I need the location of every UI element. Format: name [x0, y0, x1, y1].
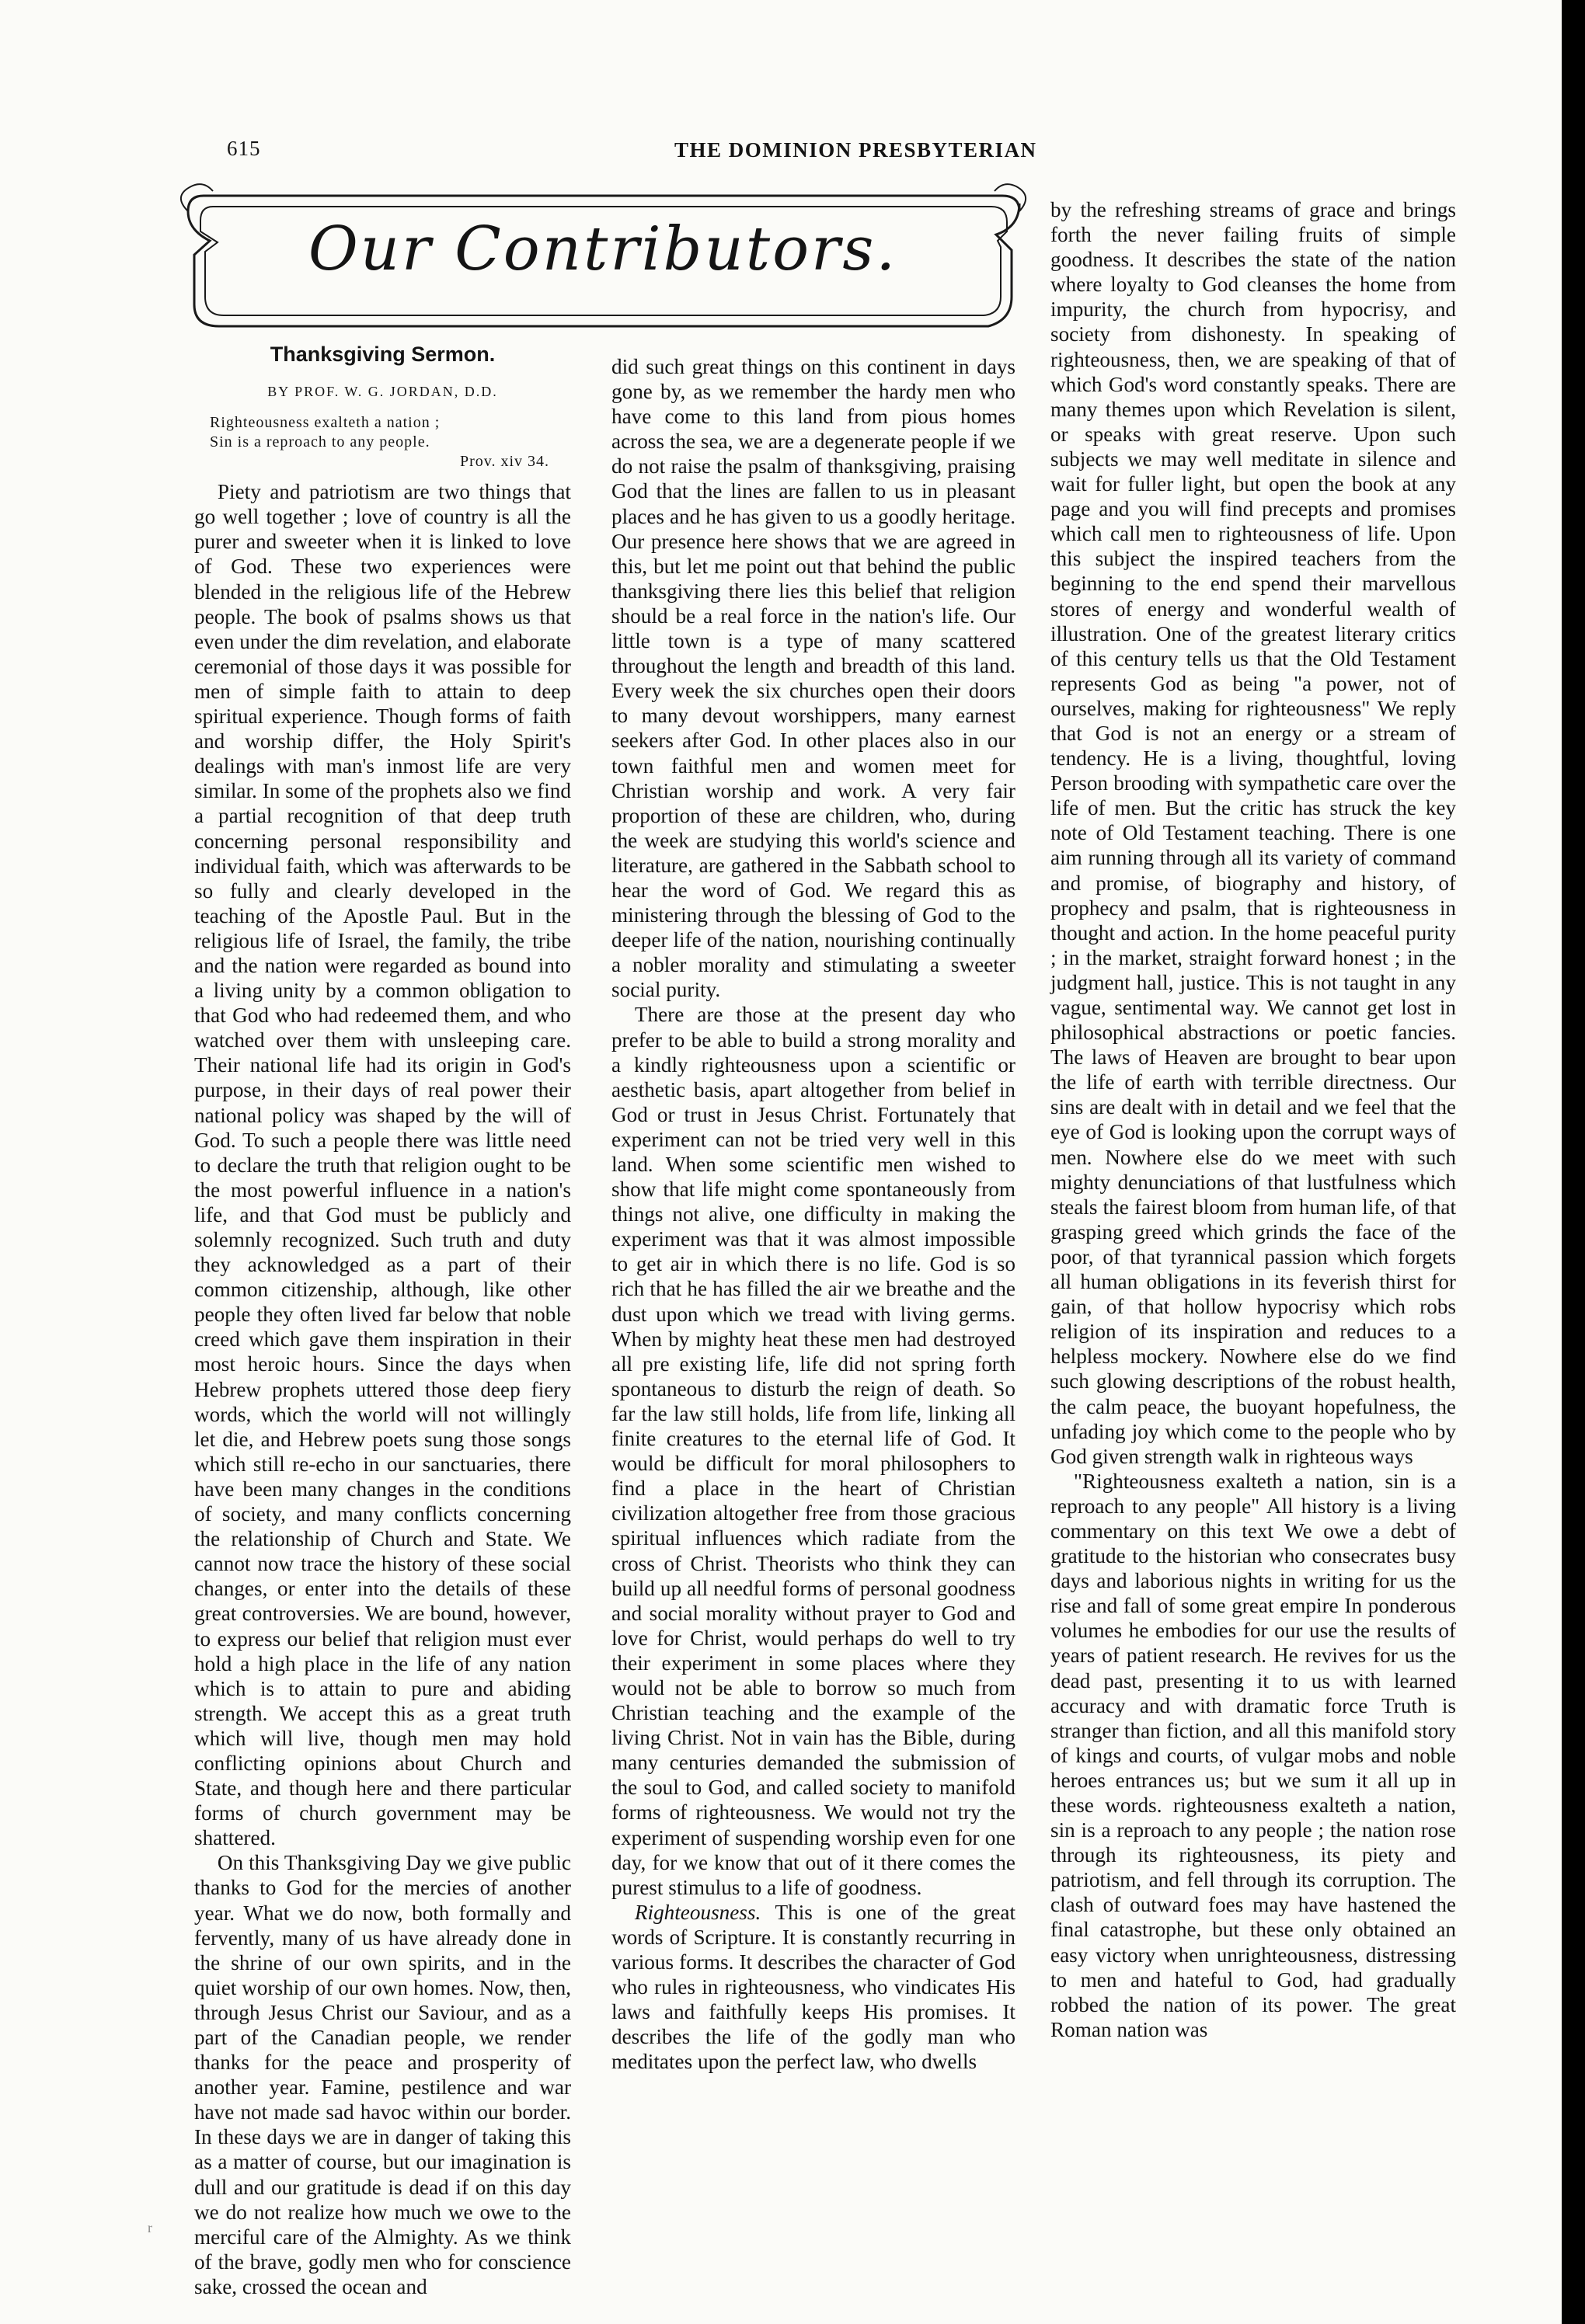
- body-paragraph: On this Thanksgiving Day we give public thanks to God for the mercies of another year. What we do now, both formally and fervently, many of us have already done in the shrine of our own spirits, and in the quiet worship of our own homes. Now, then, through Jesus Christ our Saviour, and as a part of the Canadian people, we render thanks for the peace and prosperity of another year. Famine, pestilence and war have not made sad havoc within our border. In these days we are in danger of taking this as a matter of course, but our imagination is dull and our gratitude is dead if on this day we do not realize how much we owe to the merciful care of the Almighty. As we think of the brave, godly men who for conscience sake, crossed the ocean and: [194, 1851, 571, 2298]
- epigraph: [210, 413, 571, 471]
- page-number: 615: [227, 137, 261, 160]
- section-banner: [172, 180, 1033, 343]
- body-paragraph: did such great things on this continent in days gone by, as we remember the hardy men who have come to this land from pious homes across the sea, we are a degenerate people if we do not raise the psalm of thanksgiving, praising God that the lines are fallen to us in pleasant places and he has given to us a goodly heritage. Our presence here shows that we are agreed in this, but let me point out that behind the public thanksgiving there lies this belief that religion should be a real force in the nation's life. Our little town is a type of many scattered throughout the length and breadth of this land. Every week the six churches open their doors to many devout worshippers, many earnest seekers after God. In other places also in our town faithful men and women meet for Christian worship and work. A very fair proportion of these are children, who, during the week are studying this world's science and literature, are gathered in the Sabbath school to hear the word of God. We regard this as ministering through the blessing of God to the deeper life of the nation, nourishing continually a nobler morality and stimulating a sweeter social purity.: [611, 355, 1015, 1002]
- body-paragraph: There are those at the present day who prefer to be able to build a strong morality and a kindly righteousness upon a scientific or aesthetic basis, apart altogether from belief in God or trust in Jesus Christ. Fortunately that experiment can not be tried very well in this land. When some scientific men wished to show that life might come spontaneously from things not alive, one difficulty in making the experiment was that it was almost impossible to get air in which there is no life. God is so rich that he has filled the air we breathe and the dust upon which we tread with living germs. When by mighty heat these men had destroyed all pre existing life, life did not spring forth spontaneous to disturb the reign of death. So far the law still holds, life from life, linking all finite creatures to the eternal life of God. It would be difficult for moral philosophers to find a place in the heart of Christian civilization altogether free from those gracious spiritual influences which radiate from the cross of Christ. Theorists who think they can build up all needful forms of personal goodness and social morality without prayer to God and love for Christ, would perhaps do well to try their experiment in some places where they would not be able to borrow so much from Christian teaching and the example of the living Christ. Not in vain has the Bible, during many centuries demanded the submission of the soul to God, and called society to manifold forms of righteousness. We would not try the experiment of suspending worship even for one day, for we know that out of it there comes the purest stimulus to a life of goodness.: [611, 1003, 1015, 1899]
- epigraph-line-2: Sin is a reproach to any people.: [210, 433, 430, 451]
- paragraph-text: This is one of the great words of Scripture. It is constantly recurring in various forms. It describes the character of God who rules in righteousness, who vindicates His laws and faithfully keeps His promises. It describes the life of the godly man who meditates upon the perfect law, who dwells: [611, 1900, 1015, 2074]
- epigraph-reference: Prov. xiv 34.: [459, 453, 549, 471]
- epigraph-line-1: Righteousness exalteth a nation ;: [210, 414, 441, 432]
- column-1: [194, 342, 571, 2299]
- body-paragraph: Piety and patriotism are two things that go well together ; love of country is all the purer and sweeter when it is linked to love of God. These two experiences were blended in the religious life of the Hebrew people. The book of psalms shows us that even under the dim revelation, and elaborate ceremonial of those days it was possible for men of simple faith to attain to deep spiritual experience. Though forms of faith and worship differ, the Holy Spirit's dealings with man's inmost life are very similar. In some of the prophets also we find a partial recognition of that deep truth concerning personal responsibility and individual faith, which was afterwards to be so fully and clearly developed in the teaching of the Apostle Paul. But in the religious life of Israel, the family, the tribe and the nation were regarded as bound into a living unity by a common obligation to that God who had redeemed them, and who watched over them with unsleeping care. Their national life had its origin in God's purpose, in their days of real power their national policy was shaped by the will of God. To such a people there was little need to declare the truth that religion ought to be the most powerful influence in a nation's life, and that God must be publicly and solemnly recognized. Such truth and duty they acknowledged as a part of their common citizenship, although, like other people they often lived far below that noble creed which gave them inspiration in their most heroic hours. Since the days when Hebrew prophets uttered those deep fiery words, which the world will not willingly let die, and Hebrew poets sung those songs which still re-echo in our sanctuaries, there have been many changes in the conditions of society, and many conflicts concerning the relationship of Church and State. We cannot now trace the history of these social changes, or enter into the details of these great controversies. We are bound, however, to express our belief that religion must ever hold a high place in the life of any nation which is to attain to pure and abiding strength. We accept this as a great truth which will live, though men may hold conflicting opinions about Church and State, and though here and there particular forms of church government may be shattered.: [194, 480, 571, 1850]
- body-paragraph: "Righteousness exalteth a nation, sin is a reproach to any people" All history is a living commentary on this text We owe a debt of gratitude to the historian who consecrates busy days and laborious nights in writing for us the rise and fall of some great empire In ponderous volumes he embodies for our use the results of years of patient research. He revives for us the dead past, presenting it to us with learned accuracy and with dramatic force Truth is stranger than fiction, and all this manifold story of kings and courts, of vulgar mobs and noble heroes entrances us; but we sum it all up in these words. righteousness exalteth a nation, sin is a reproach to any people ; the nation rose through its righteousness, its piety and patriotism, and fell through its corruption. The clash of outward foes may have hastened the final catastrophe, but these only obtained an easy victory when unrighteousness, distressing to men and hateful to God, had gradually robbed the nation of its power. The great Roman nation was: [1050, 1469, 1456, 2041]
- stray-mark: r: [148, 2220, 152, 2235]
- body-paragraph: by the refreshing streams of grace and brings forth the never failing fruits of simple goodness. It describes the state of the nation where loyalty to God cleanses the home from impurity, the church from hypocrisy, and society from dishonesty. In speaking of righteousness, then, we are speaking of that of which God's word constantly speaks. There are many themes upon which Revelation is silent, or speaks with great reserve. Upon such subjects we may well meditate in silence and wait for fuller light, but open the book at any page and you will find precepts and promises which call men to righteousness of life. Upon this subject the inspired teachers from the beginning to the end spend their marvellous stores of energy and wonderful wealth of illustration. One of the greatest literary critics of this century tells us that the Old Testament represents God as being "a power, not of ourselves, making for righteousness" We reply that God is not an energy or a stream of tendency. He is a living, thoughtful, loving Person brooding with sympathetic care over the life of men. But the critic has struck the key note of Old Testament teaching. There is one aim running through all its variety of command and promise, of biography and history, of prophecy and psalm, that is righteousness in thought and action. In the home peaceful purity ; in the market, straight forward honest ; in the judgment hall, justice. This is not taught in any vague, sentimental way. We cannot get lost in philosophical abstractions or poetic fancies. The laws of Heaven are brought to bear upon the life of earth with terrible directness. Our sins are dealt with in detail and we feel that the eye of God is looking upon the corrupt ways of men. Nowhere else do we meet with such mighty denunciations of that lustfulness which steals the fairest bloom from human life, of that grasping greed which grinds the face of the poor, of that tyrannical passion which forgets all human obligations in its feverish thirst for gain, of that hollow hypocrisy which robs religion of its inspiration and reduces to a helpless mockery. Nowhere else do we find such glowing descriptions of the robust health, the calm peace, the buoyant hopefulness, the unfading joy which come to the people who by God given strength walk in righteous ways: [1050, 198, 1456, 1468]
- column-3: [1050, 197, 1456, 2042]
- scan-edge-bar: [1562, 0, 1585, 2324]
- section-title: Our Contributors.: [308, 214, 898, 284]
- article-title: Thanksgiving Sermon.: [270, 343, 496, 366]
- journal-title: THE DOMINION PRESBYTERIAN: [674, 138, 1037, 162]
- article-byline: BY PROF. W. G. JORDAN, D.D.: [267, 384, 498, 400]
- body-paragraph: [611, 1900, 1015, 2075]
- paragraph-lead-word: Righteousness.: [634, 1900, 761, 1924]
- column-2: [611, 354, 1015, 2074]
